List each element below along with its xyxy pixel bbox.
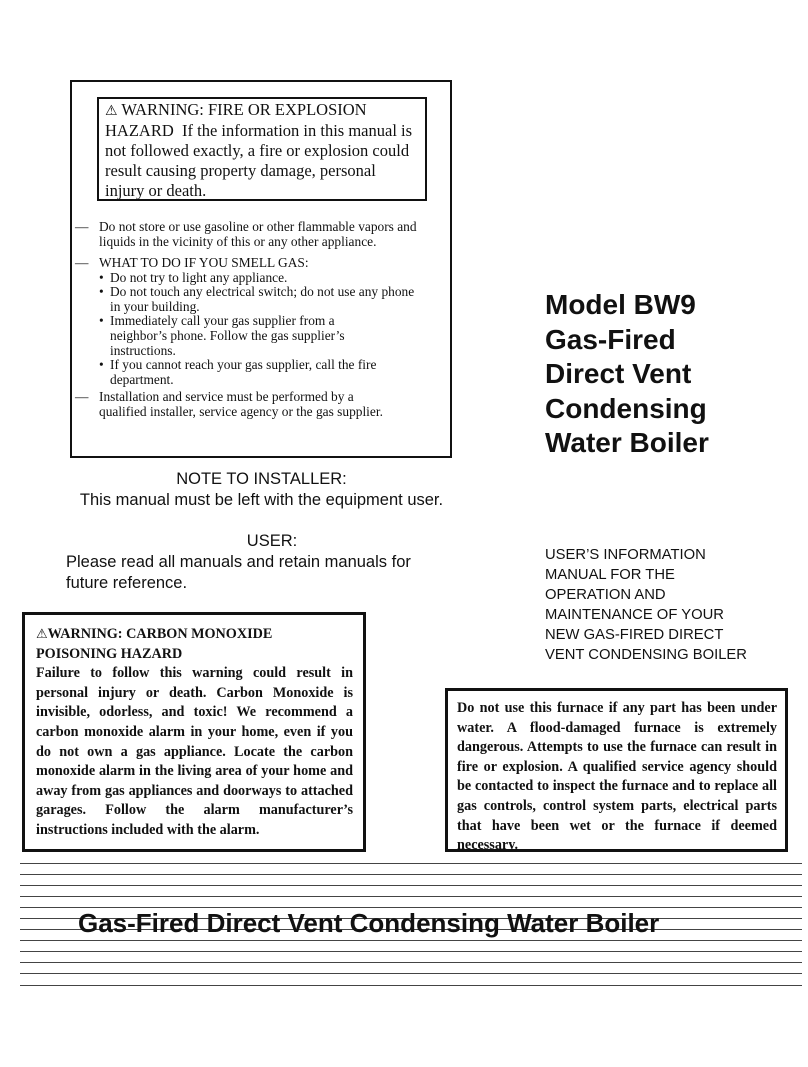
- dash-marker: —: [75, 255, 89, 270]
- list-item: • Immediately call your gas supplier from a neighbor’s phone. Follow the gas supplier’s instructions.: [99, 314, 435, 358]
- flood-warning-body: Do not use this furnace if any part has been under water. A flood-damaged furnace is extremely dangerous. Attempts to use the furnace can result in fire or explosion. A qualified service agency should be contacted to inspect the furnace and to replace all gas controls, control system parts, electrical parts that have been wet or the furnace if deemed necessary.: [457, 700, 777, 854]
- divider-line: [20, 973, 802, 974]
- list-item: • Do not try to light any appliance.: [99, 271, 435, 286]
- list-item: • Do not touch any electrical switch; do not use any phone in your building.: [99, 285, 435, 314]
- co-warning-body: Failure to follow this warning could result in personal injury or death. Carbon Monoxide is invisible, odorless, and toxic! We recommend a carbon monoxide alarm in your home, even if you do not own a gas appliance. Locate the carbon monoxide alarm in the living area of your home and away from gas appliances and doorways to attached garages. Follow the alarm manufacturer’s instructions included with the alarm.: [36, 665, 353, 838]
- divider-line: [20, 896, 802, 897]
- fire-warning-line2: HAZARD If the information in this manual is: [105, 121, 413, 140]
- divider-line: [20, 985, 802, 986]
- warning-triangle-icon: ⚠: [36, 627, 48, 642]
- note-to-installer: [40, 469, 483, 511]
- warning-triangle-icon: ⚠: [105, 103, 118, 119]
- safety-rule-smell-gas: [75, 256, 435, 387]
- safety-rule-installation: — Installation and service must be performed by a qualified installer, service agency or the gas supplier.: [75, 389, 383, 419]
- user-note: USER: Please read all manuals and retain manuals for future reference.: [66, 531, 466, 594]
- footer-banner: [20, 906, 802, 944]
- safety-rule-storage: — Do not store or use gasoline or other flammable vapors and liquids in the vicinity of this or any other appliance.: [75, 219, 417, 249]
- fire-warning-line5: injury or death.: [105, 181, 207, 200]
- divider-line: [20, 962, 802, 963]
- divider-line: [20, 874, 802, 875]
- divider-line: [20, 951, 802, 952]
- divider-line: [20, 885, 802, 886]
- dash-marker: —: [75, 219, 89, 234]
- fire-explosion-warning-box: [97, 97, 427, 201]
- divider-line: [20, 863, 802, 864]
- manual-description: USER’S INFORMATION MANUAL FOR THE OPERATION AND MAINTENANCE OF YOUR NEW GAS-FIRED DIRECT VENT CONDENSING BOILER: [545, 547, 747, 663]
- co-warning-title: ⚠WARNING: CARBON MONOXIDE: [36, 626, 273, 642]
- note-heading: NOTE TO INSTALLER:: [176, 470, 347, 488]
- user-heading: USER:: [246, 532, 298, 550]
- footer-title: Gas-Fired Direct Vent Condensing Water Boiler: [78, 908, 660, 938]
- fire-warning-line1: ⚠ WARNING: FIRE OR EXPLOSION: [105, 100, 367, 119]
- dash-marker: —: [75, 389, 89, 404]
- co-warning-title-2: POISONING HAZARD: [36, 645, 183, 662]
- model-title: Model BW9 Gas-Fired Direct Vent Condensing Water Boiler: [545, 289, 709, 458]
- fire-warning-line3: not followed exactly, a fire or explosion could: [105, 141, 410, 160]
- flood-damage-warning-box: [445, 688, 788, 852]
- fire-warning-line4: result causing property damage, personal: [105, 161, 376, 180]
- carbon-monoxide-warning-box: [22, 612, 366, 852]
- smell-gas-heading: WHAT TO DO IF YOU SMELL GAS:: [99, 255, 309, 270]
- list-item: • If you cannot reach your gas supplier, call the fire department.: [99, 358, 435, 387]
- note-text: This manual must be left with the equipment user.: [79, 491, 444, 509]
